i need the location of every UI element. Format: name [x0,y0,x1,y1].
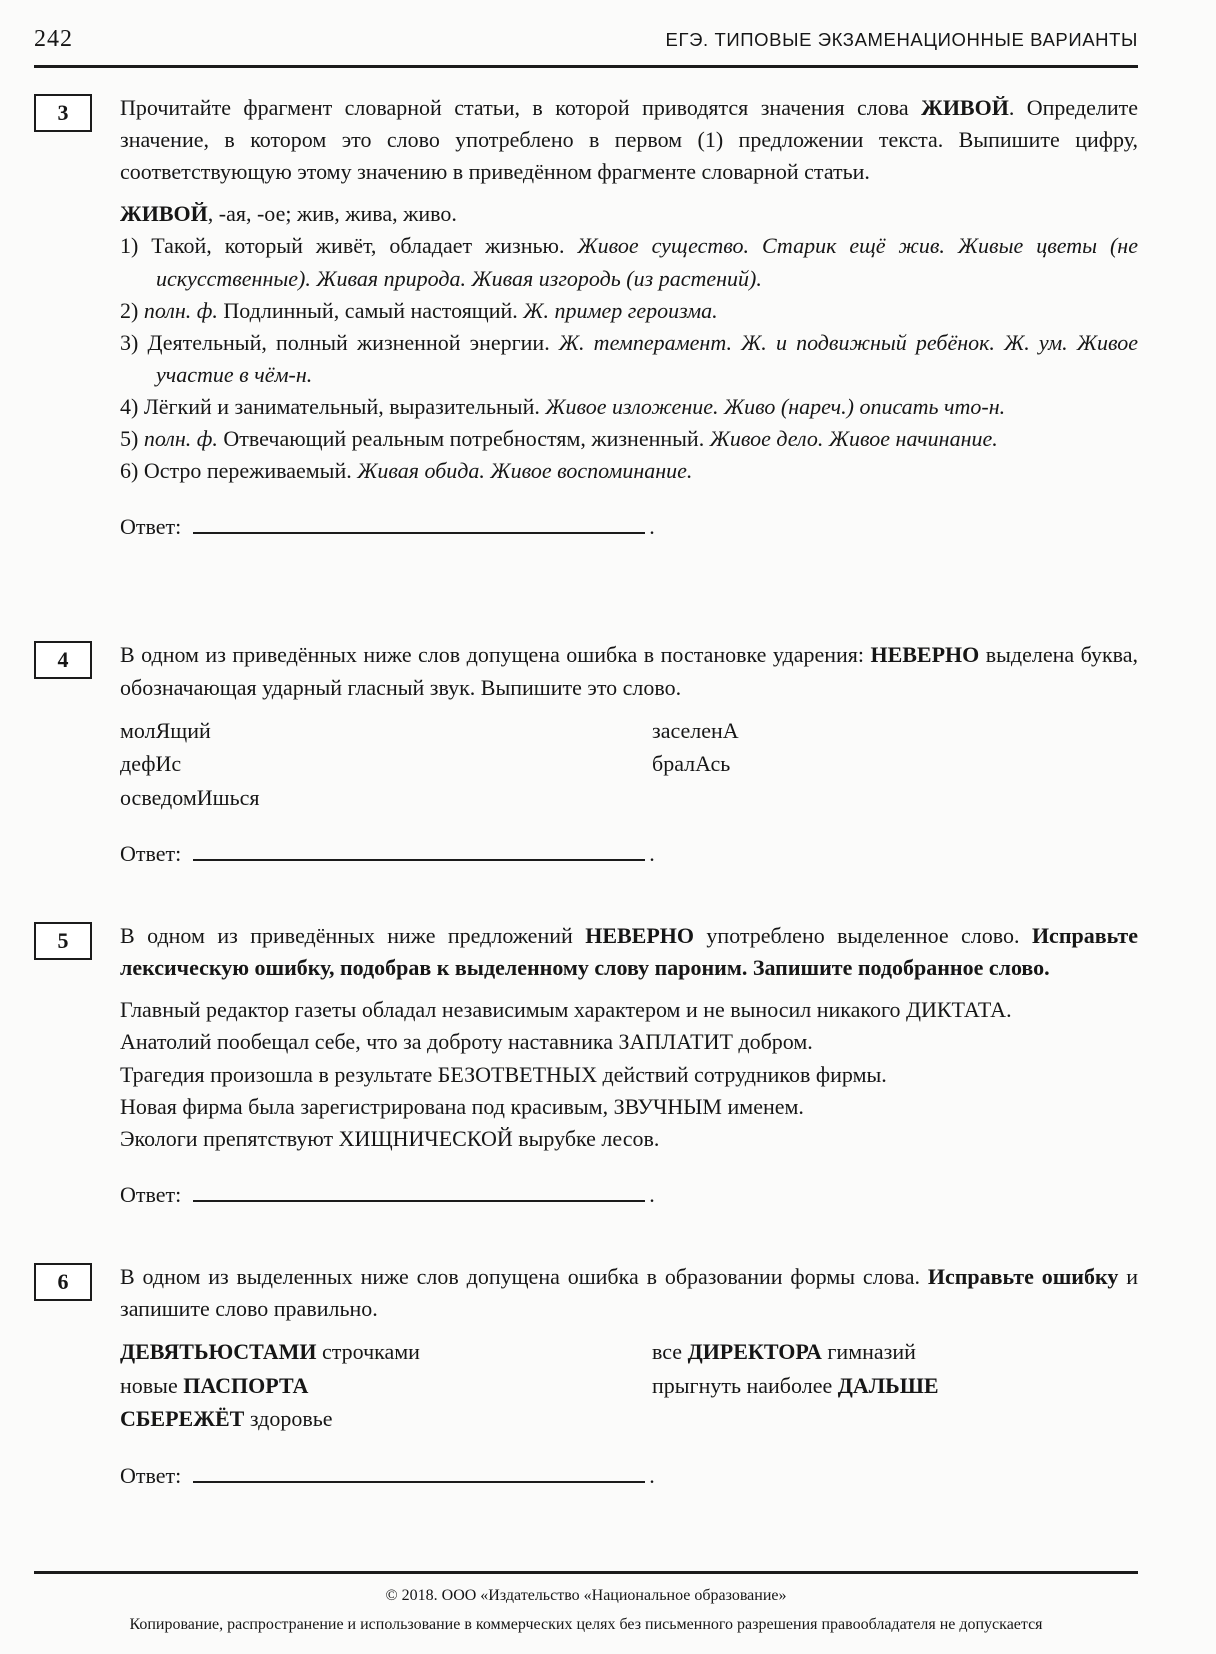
word-item: заселенА [652,717,739,743]
task-4-answer-blank [193,859,645,861]
word-item: СБЕРЕЖЁТ здоровье [120,1406,333,1432]
task-6 [34,1261,1138,1492]
dict-entry-6: 6) Остро переживаемый. Живая обида. Живое воспоминание. [120,458,693,484]
page-header [34,22,1138,68]
task-3 [34,92,1138,543]
sentence: Экологи препятствуют ХИЩНИЧЕСКОЙ вырубке лесов. [120,1125,660,1151]
answer-label: Ответ: [120,1181,182,1207]
dict-entry-2: 2) полн. ф. Подлинный, самый настоящий. Ж. пример героизма. [120,297,718,323]
dict-entry-1: 1) Такой, который живёт, обладает жизнью. Живое существо. Старик ещё жив. Живые цветы (не искусственные). Живая природа. Живая изгородь (из растений). [120,233,1138,291]
task-3-answer-blank [193,532,645,534]
answer-period: . [649,1462,655,1488]
task-5 [34,920,1138,1211]
task-6-intro: В одном из выделенных ниже слов допущена ошибка в образовании формы слова. Исправьте ошибку и запишите слово правильно. [120,1263,1138,1322]
task-6-answer-blank [193,1481,645,1483]
word-item: дефИс [120,751,182,777]
task-4-number-column [34,639,120,870]
task-6-word-list [120,1335,1138,1435]
page-footer [34,1571,1138,1654]
task-3-answer-row [120,511,1138,543]
task-6-words-right [652,1335,1138,1435]
task-5-number-column [34,920,120,1211]
dictionary-headword: ЖИВОЙ, -ая, -ое; жив, жива, живо. [120,201,457,227]
task-6-body [120,1261,1138,1492]
task-5-body [120,920,1138,1211]
word-item: ДЕВЯТЬЮСТАМИ строчками [120,1339,420,1365]
task-4-intro: В одном из приведённых ниже слов допущена ошибка в постановке ударения: НЕВЕРНО выделена буква, обозначающая ударный гласный звук. Выпишите это слово. [120,642,1138,700]
task-6-words-left [120,1335,652,1435]
word-item: новые ПАСПОРТА [120,1372,309,1398]
task-3-number-box [34,94,92,132]
answer-period: . [649,840,655,866]
task-6-number-box [34,1263,92,1301]
task-5-intro: В одном из приведённых ниже предложений НЕВЕРНО употреблено выделенное слово. Исправьте лексическую ошибку, подобрав к выделенному слову пароним. Запишите подобранное слово. [120,923,1138,981]
task-4 [34,639,1138,870]
sentence: Главный редактор газеты обладал независимым характером и не выносил никакого ДИКТАТА. [120,997,1012,1023]
word-item: бралАсь [652,751,731,777]
task-4-number: 4 [57,647,69,673]
running-title: ЕГЭ. ТИПОВЫЕ ЭКЗАМЕНАЦИОННЫЕ ВАРИАНТЫ [665,29,1138,50]
dict-entry-5: 5) полн. ф. Отвечающий реальным потребностям, жизненный. Живое дело. Живое начинание. [120,426,998,452]
task-4-number-box [34,641,92,679]
dictionary-fragment [120,198,1138,487]
footer-notice: Копирование, распространение и использование в коммерческих целях без письменного разрешения правообладателя не допускается [129,1615,1043,1633]
dict-entry-3: 3) Деятельный, полный жизненной энергии. Ж. темперамент. Ж. и подвижный ребёнок. Ж. ум. Живое участие в чём-н. [120,329,1138,387]
task-4-body [120,639,1138,870]
answer-label: Ответ: [120,840,182,866]
task-3-intro: Прочитайте фрагмент словарной статьи, в которой приводятся значения слова ЖИВОЙ. Определите значение, в котором это слово употреблено в первом (1) предложении текста. Выпишите цифру, соответствующую этому значению в приведённом фрагменте словарной статьи. [120,95,1138,185]
task-4-answer-row [120,838,1138,870]
task-6-answer-row [120,1460,1138,1492]
answer-label: Ответ: [120,1462,182,1488]
task-6-number-column [34,1261,120,1492]
task-4-word-list [120,714,1138,814]
word-item: прыгнуть наиболее ДАЛЬШЕ [652,1372,939,1398]
footer-copyright: © 2018. ООО «Издательство «Национальное образование» [385,1587,787,1605]
task-5-number: 5 [57,928,69,954]
task-3-number-column [34,92,120,543]
sentence: Новая фирма была зарегистрирована под красивым, ЗВУЧНЫМ именем. [120,1093,804,1119]
task-5-sentences [120,994,1138,1155]
task-3-body [120,92,1138,543]
task-4-words-right [652,714,1138,814]
task-5-number-box [34,922,92,960]
page-number: 242 [34,26,73,52]
answer-label: Ответ: [120,514,182,540]
answer-period: . [649,1181,655,1207]
sentence: Анатолий пообещал себе, что за доброту наставника ЗАПЛАТИТ добром. [120,1029,813,1055]
task-4-words-left [120,714,652,814]
word-item: молЯщий [120,717,211,743]
task-6-number: 6 [57,1268,69,1294]
task-5-answer-blank [193,1200,645,1202]
word-item: осведомИшься [120,784,260,810]
answer-period: . [649,514,655,540]
task-3-number: 3 [57,99,69,125]
sentence: Трагедия произошла в результате БЕЗОТВЕТНЫХ действий сотрудников фирмы. [120,1061,887,1087]
dict-entry-4: 4) Лёгкий и занимательный, выразительный. Живое изложение. Живо (нареч.) описать что-н. [120,394,1006,420]
task-5-answer-row [120,1179,1138,1211]
word-item: все ДИРЕКТОРА гимназий [652,1339,916,1365]
